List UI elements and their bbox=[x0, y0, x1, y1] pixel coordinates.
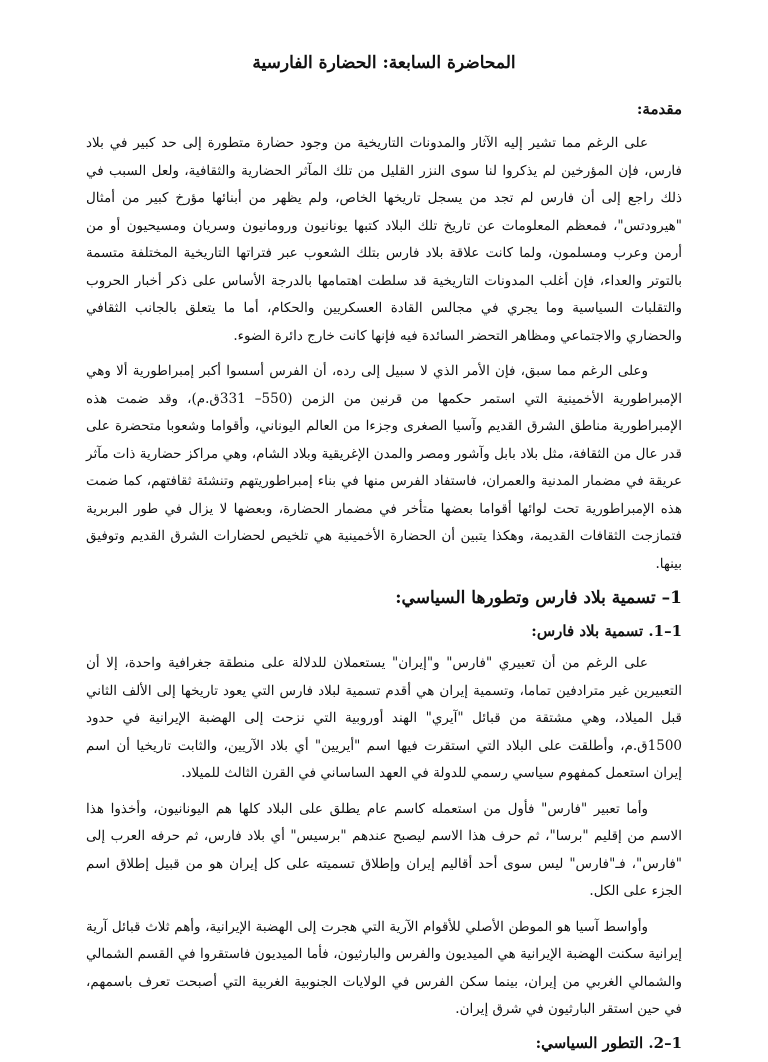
document-title: المحاضرة السابعة: الحضارة الفارسية bbox=[252, 53, 516, 73]
section-1-2-heading: 1–2. التطور السياسي: bbox=[535, 1033, 682, 1052]
section-1-1-heading: 1–1. تسمية بلاد فارس: bbox=[531, 621, 682, 640]
section-1-1-paragraph-2: وأما تعبير "فارس" فأول من استعمله كاسم عام يطلق على البلاد كلها هم اليونانيون، وأخذوا هذا الاسم من إقليم "برسا"، ثم حرف هذا الاسم ليصبح عندهم "برسيس" أي بلاد فارس، ثم حرفه العرب إلى "فارس"، فـ"فارس" ليس سوى أحد أقاليم إيران وإطلاق تسميته على كل إيران هو من قبيل إطلاق اسم الجزء على الكل. bbox=[86, 800, 682, 900]
document-page bbox=[86, 52, 682, 1062]
section-1-1-paragraph-3: وأواسط آسيا هو الموطن الأصلي للأقوام الآرية التي هجرت إلى الهضبة الإيرانية، وأهم ثلاث قبائل آرية إيرانية سكنت الهضبة الإيرانية هي الميديون والفرس والبارثيون، فأما الميديون فاستقروا في القسم الشمالي والشمالي الغربي من إيران، بينما سكن الفرس في الولايات الجنوبية الغربية التي أصبحت تعرف باسمهم، في حين استقر البارثيون في شرق إيران. bbox=[86, 918, 682, 1018]
intro-paragraph-2: وعلى الرغم مما سبق، فإن الأمر الذي لا سبيل إلى رده، أن الفرس أسسوا أكبر إمبراطورية ألا وهي الإمبراطورية الأخمينية التي استمر حكمها من قرنين من الزمن (550– 331ق.م)، وقد ضمت هذه الإمبراطورية مناطق الشرق القديم وآسيا الصغرى وجزءا من العالم اليوناني، وأقواما وشعوبا متحضرة على قدر عال من الثقافة، مثل بلاد بابل وآشور ومصر والمدن الإغريقية وبلاد الشام، وهي مراكز حضارية ذات مآثر عريقة في مضمار المدنية والعمران، فاستفاد الفرس منها في بناء إمبراطوريتهم وتنشئة ثقافتهم، كما ضمت هذه الإمبراطورية تحت لوائها أقواما بعضها متأخر في مضمار الحضارة، وبعضها لا يزال في طور البربرية فتمازجت الثقافات القديمة، وهكذا يتبين أن الحضارة الأخمينية هي تلخيص لحضارات الشرق القديم وتوفيق بينها. bbox=[86, 363, 682, 572]
intro-heading: مقدمة: bbox=[636, 99, 682, 118]
section-1-heading: 1– تسمية بلاد فارس وتطورها السياسي: bbox=[395, 588, 682, 609]
section-1-1-paragraph-1: على الرغم من أن تعبيري "فارس" و"إيران" يستعملان للدلالة على منطقة جغرافية واحدة، إلا أن التعبيرين غير مترادفين تماما، وتسمية إيران هي أقدم تسمية لبلاد فارس التي يعود تاريخها إلى الألف الثاني قبل الميلاد، وهي مشتقة من قبائل "آيري" الهند أوروبية التي نزحت إلى الهضبة الإيرانية في حدود 1500ق.م، وأطلقت على البلاد التي استقرت فيها اسم "أيريين" أي بلاد الآريين، والثابت تاريخيا أن اسم إيران استعمل كمفهوم سياسي رسمي للدولة في العهد الساساني في القرن الثالث للميلاد. bbox=[86, 655, 682, 782]
intro-paragraph-1: على الرغم مما تشير إليه الآثار والمدونات التاريخية من وجود حضارة متطورة إلى حد كبير في بلاد فارس، فإن المؤرخين لم يذكروا لنا سوى النزر القليل من تلك المآثر الحضارية والثقافية، ولعل السبب في ذلك راجع إلى أن فارس لم تجد من يسجل تاريخها الخاص، ولم يظهر من أبنائها مؤرخ كبير من أمثال "هيرودتس"، فمعظم المعلومات عن تاريخ تلك البلاد كتبها يونانيون ورومانيون وسريان ومسيحيون أو من أرمن وعرب ومسلمون، ولما كانت علاقة بلاد فارس بتلك الشعوب عبر فتراتها التاريخية المختلفة متسمة بالتوتر والعداء، فإن أغلب المدونات التاريخية قد سلطت اهتمامها بالدرجة الأساس على ذكر أخبار الحروب والتقلبات السياسية وما يجري في مجالس القادة العسكريين والحكام، أما ما يتعلق بالجانب الثقافي والحضاري والاجتماعي ومظاهر التحضر السائدة فيه فإنها كانت خارج دائرة الضوء. bbox=[86, 135, 682, 344]
